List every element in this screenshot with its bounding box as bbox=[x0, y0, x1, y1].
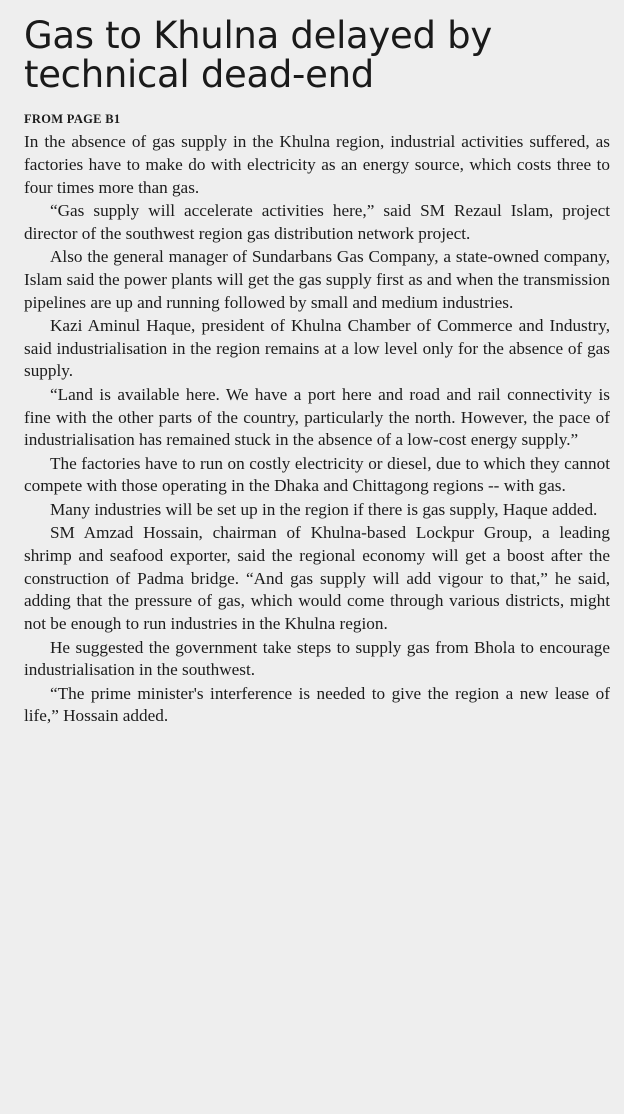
paragraph: He suggested the government take steps to supply gas from Bhola to encourage industrialisation in the southwest. bbox=[24, 637, 610, 680]
headline: Gas to Khulna delayed by technical dead-end bbox=[24, 14, 492, 96]
paragraph: In the absence of gas supply in the Khulna region, industrial activities suffered, as factories have to make do with electricity as an energy source, which costs three to four times more than gas. bbox=[24, 132, 610, 197]
article-body bbox=[24, 131, 610, 728]
paragraph: “The prime minister's interference is needed to give the region a new lease of life,” Hossain added. bbox=[24, 683, 610, 726]
continued-from-label: FROM PAGE B1 bbox=[24, 112, 121, 126]
paragraph: “Land is available here. We have a port here and road and rail connectivity is fine with the other parts of the country, particularly the north. However, the pace of industrialisation has remained stuck in the absence of a low-cost energy supply.” bbox=[24, 384, 610, 450]
paragraph: The factories have to run on costly electricity or diesel, due to which they cannot compete with those operating in the Dhaka and Chittagong regions -- with gas. bbox=[24, 453, 610, 496]
paragraph: “Gas supply will accelerate activities here,” said SM Rezaul Islam, project director of the southwest region gas distribution network project. bbox=[24, 200, 610, 243]
paragraph: SM Amzad Hossain, chairman of Khulna-based Lockpur Group, a leading shrimp and seafood exporter, said the regional economy will get a boost after the construction of Padma bridge. “And gas supply will add vigour to that,” he said, adding that the pressure of gas, which would come through various districts, might not be enough to run industries in the Khulna region. bbox=[24, 523, 610, 634]
paragraph: Also the general manager of Sundarbans Gas Company, a state-owned company, Islam said the power plants will get the gas supply first as and when the transmission pipelines are up and running followed by small and medium industries. bbox=[24, 246, 610, 312]
paragraph: Kazi Aminul Haque, president of Khulna Chamber of Commerce and Industry, said industrialisation in the region remains at a low level only for the absence of gas supply. bbox=[24, 315, 610, 381]
paragraph: Many industries will be set up in the region if there is gas supply, Haque added. bbox=[50, 499, 598, 519]
